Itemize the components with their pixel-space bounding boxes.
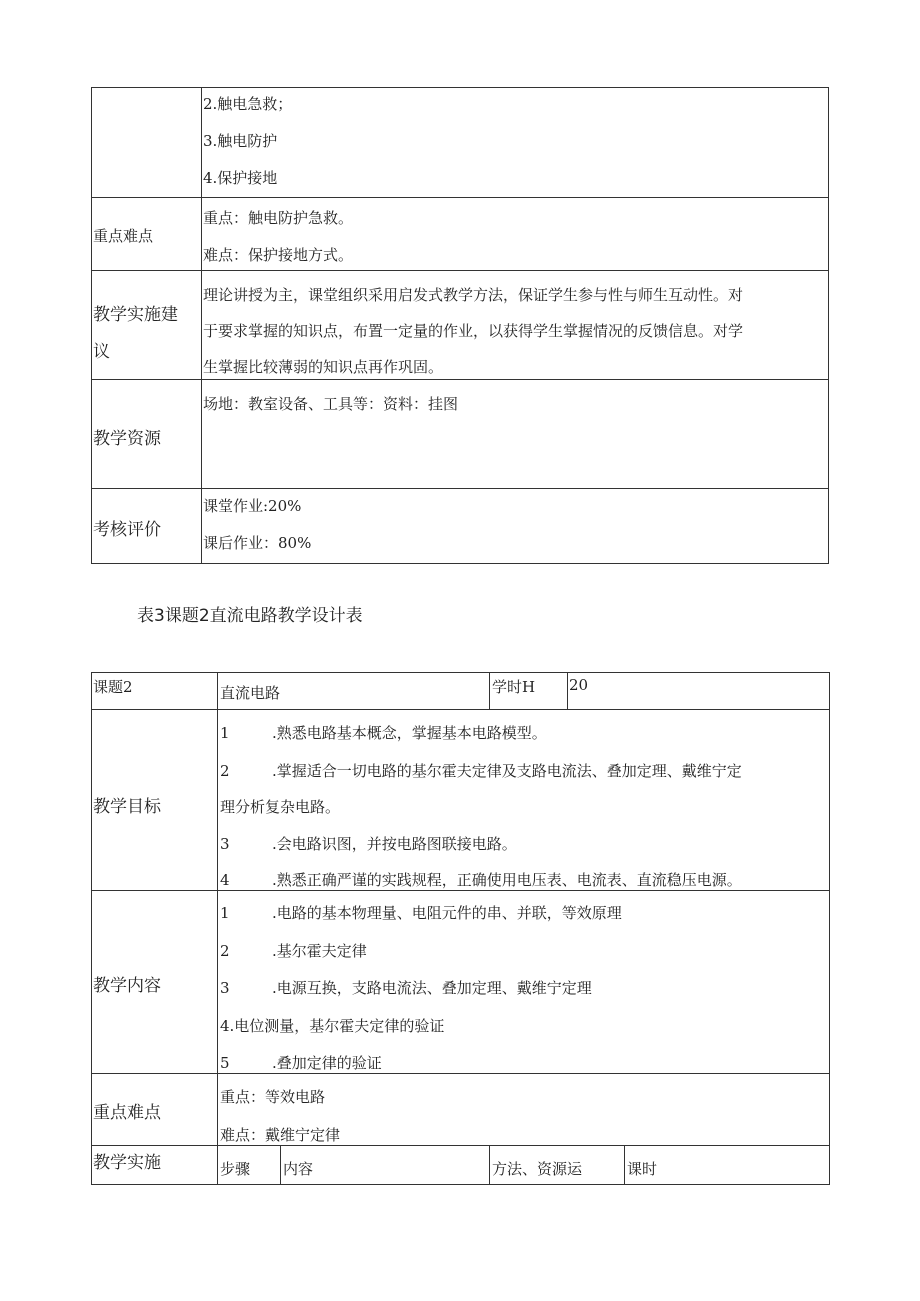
content-item: 4.电位测量，基尔霍夫定律的验证	[220, 1017, 445, 1035]
topic-value: 直流电路	[220, 684, 281, 702]
content-item: 2 .基尔霍夫定律	[220, 942, 367, 960]
topic-label: 课题2	[93, 678, 133, 696]
objective-item: 2 .掌握适合一切电路的基尔霍夫定律及支路电流法、叠加定理、戴维宁定	[220, 762, 742, 780]
content-label: 教学内容	[93, 976, 161, 996]
col-step: 步骤	[220, 1160, 251, 1178]
assessment-line: 课后作业：80%	[203, 534, 312, 552]
key-point-line: 重点：触电防护急救。	[203, 209, 354, 227]
implementation-label: 教学实施	[93, 1153, 161, 1173]
content-item: 5 .叠加定律的验证	[220, 1054, 382, 1072]
table-caption: 表3课题2直流电路教学设计表	[137, 606, 363, 626]
objectives-label: 教学目标	[93, 797, 161, 817]
implementation-line: 理论讲授为主，课堂组织采用启发式教学方法，保证学生参与性与师生互动性。对	[203, 286, 744, 304]
difficult-point-line: 难点：保护接地方式。	[203, 246, 354, 264]
content-item: 3 .电源互换，支路电流法、叠加定理、戴维宁定理	[220, 979, 592, 997]
key-difficult-label: 重点难点	[93, 227, 154, 245]
assessment-label: 考核评价	[93, 520, 161, 540]
implementation-line: 生掌握比较薄弱的知识点再作巩固。	[203, 358, 444, 376]
difficult-point-line: 难点：戴维宁定律	[220, 1126, 341, 1144]
objective-item: 1 .熟悉电路基本概念，掌握基本电路模型。	[220, 724, 547, 742]
table1	[91, 87, 828, 563]
key-difficult-label: 重点难点	[93, 1103, 161, 1123]
implementation-line: 于要求掌握的知识点，布置一定量的作业，以获得学生掌握情况的反馈信息。对学	[203, 322, 744, 340]
resources-label: 教学资源	[93, 429, 161, 449]
objective-item: 理分析复杂电路。	[220, 798, 341, 816]
content-line: 4.保护接地	[203, 169, 278, 187]
hours-value: 20	[569, 676, 589, 694]
content-item: 1 .电路的基本物理量、电阻元件的串、并联，等效原理	[220, 904, 622, 922]
col-hours: 课时	[627, 1160, 658, 1178]
objective-item: 4 .熟悉正确严谨的实践规程，正确使用电压表、电流表、直流稳压电源。	[220, 871, 742, 889]
implementation-label: 议	[93, 342, 110, 362]
col-method: 方法、资源运	[492, 1160, 583, 1178]
objective-item: 3 .会电路识图，并按电路图联接电路。	[220, 835, 517, 853]
hours-label: 学时H	[492, 678, 536, 696]
content-line: 2.触电急救；	[203, 95, 293, 113]
key-point-line: 重点：等效电路	[220, 1088, 326, 1106]
resources-line: 场地：教室设备、工具等：资料：挂图	[203, 395, 459, 413]
table2	[91, 672, 829, 1184]
assessment-line: 课堂作业:20%	[203, 497, 302, 515]
implementation-label: 教学实施建	[93, 305, 178, 325]
col-content: 内容	[283, 1160, 314, 1178]
content-line: 3.触电防护	[203, 132, 278, 150]
